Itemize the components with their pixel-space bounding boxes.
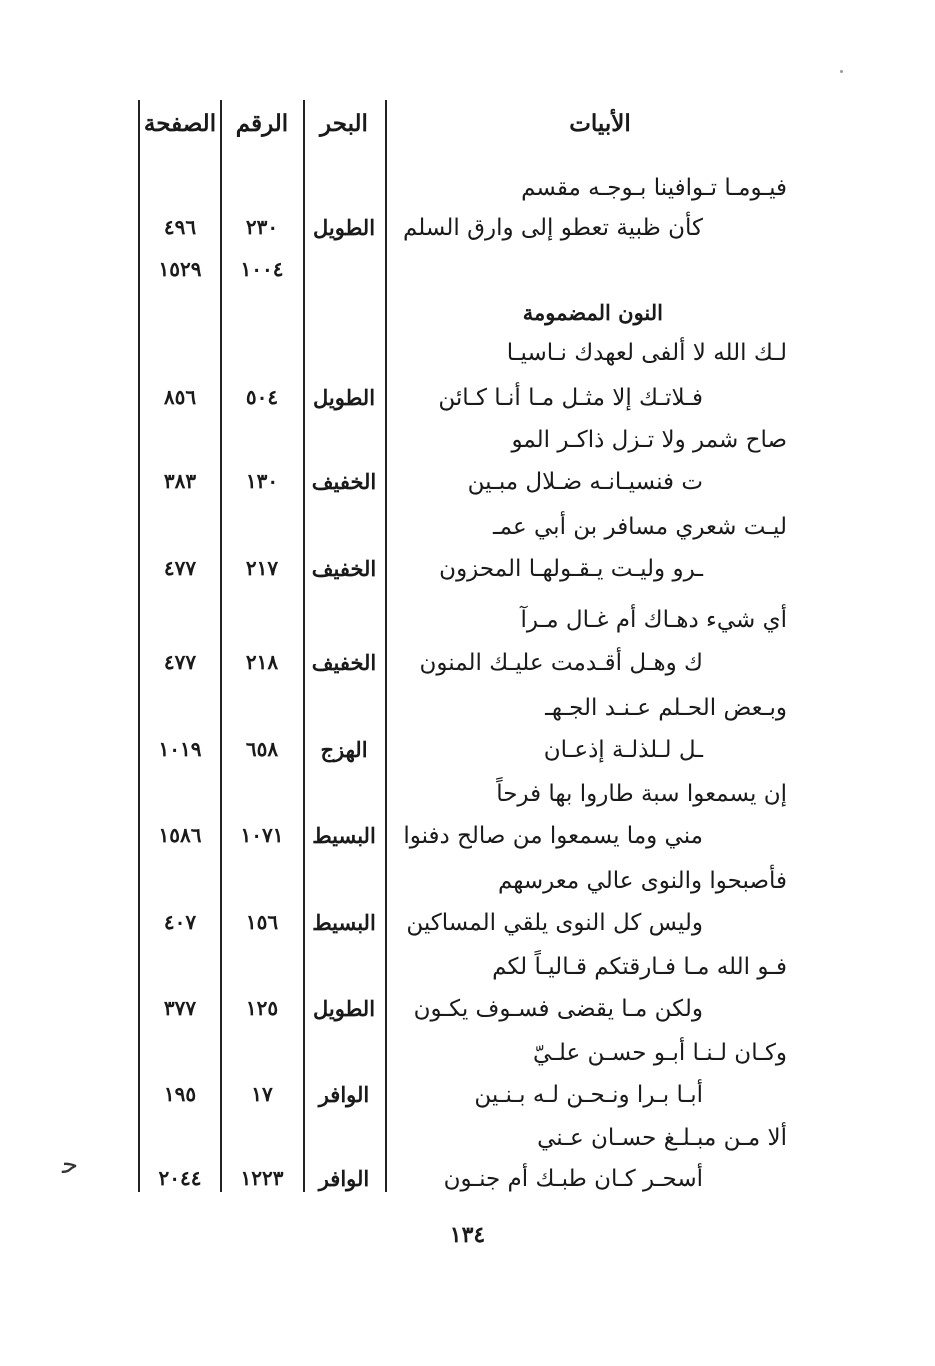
- table-row: [0, 607, 935, 651]
- page-cell: ٣٧٧: [163, 996, 197, 1020]
- table-row: [0, 737, 935, 781]
- verse-first-hemistich: فيـومـا تـوافينا بـوجـه مقسم: [521, 175, 787, 201]
- verse-second-hemistich: ـل لـلذلـة إذعـان: [543, 737, 703, 763]
- table-row: [0, 175, 935, 219]
- verse-first-hemistich: وبـعض الحـلم عـنـد الجـهـ: [545, 695, 787, 721]
- meter-cell: الطويل: [312, 215, 376, 240]
- page-cell: ١٥٨٦: [158, 823, 202, 847]
- header-number: الرقم: [235, 110, 289, 137]
- number-cell: ١٣٠: [245, 469, 279, 493]
- verse-second-hemistich: ـرو وليـت يـقـولهـا المحزون: [439, 556, 703, 582]
- verse-second-hemistich: وليس كل النوى يلقي المساكين: [406, 910, 703, 936]
- table-row: [0, 996, 935, 1040]
- table-row: [0, 954, 935, 998]
- table-row: [0, 781, 935, 825]
- verse-first-hemistich: صاح شمر ولا تـزل ذاكـر المو: [511, 427, 787, 453]
- meter-cell: الخفيف: [311, 556, 377, 581]
- verse-first-hemistich: ليـت شعري مسافر بن أبي عمـ: [492, 514, 787, 540]
- meter-cell: الوافر: [318, 1166, 370, 1191]
- table-row: [0, 427, 935, 471]
- number-cell: ١٠٧١: [240, 823, 284, 847]
- header-page: الصفحة: [143, 110, 217, 137]
- meter-cell: الوافر: [318, 1082, 370, 1107]
- number-cell: ١٢٥: [245, 996, 279, 1020]
- table-row: [0, 514, 935, 558]
- verse-first-hemistich: فـو الله مـا فـارقتكم قـاليـاً لكم: [492, 954, 787, 980]
- header-verses: الأبيات: [569, 110, 631, 137]
- number-cell: ١٢٢٣: [240, 1166, 284, 1190]
- number-cell: ٢٣٠: [245, 215, 279, 239]
- speck: [840, 70, 843, 73]
- number-cell: ٢١٧: [245, 556, 279, 580]
- table-row: [0, 1166, 935, 1210]
- page-cell: ١٥٢٩: [158, 257, 202, 281]
- table-row: [0, 340, 935, 384]
- page-cell: ١٠١٩: [158, 737, 202, 761]
- page-cell: ٤٧٧: [163, 650, 197, 674]
- table-row: [0, 1082, 935, 1126]
- verse-first-hemistich: ألا مـن مبـلـغ حسـان عـني: [537, 1125, 787, 1151]
- verse-first-hemistich: إن يسمعوا سبة طاروا بها فرحاً: [496, 781, 787, 807]
- page-cell: ٤٧٧: [163, 556, 197, 580]
- verse-first-hemistich: أي شيء دهـاك أم غـال مـرآ: [520, 607, 787, 633]
- verse-second-hemistich: أسحـر كـان طبـك أم جنـون: [443, 1166, 703, 1192]
- verse-second-hemistich: فـلاتـك إلا مثـل مـا أنـا كـائن: [438, 385, 703, 411]
- header-meter: البحر: [320, 110, 368, 137]
- meter-cell: الطويل: [312, 996, 376, 1021]
- table-row: [0, 469, 935, 513]
- table-row: [0, 257, 935, 301]
- meter-cell: الطويل: [312, 385, 376, 410]
- verse-first-hemistich: وكـان لـنـا أبـو حسـن علـيّ: [532, 1040, 787, 1066]
- table-row: [0, 823, 935, 867]
- table-row: [0, 556, 935, 600]
- table-row: [0, 215, 935, 259]
- table-row: [0, 385, 935, 429]
- verse-second-hemistich: ولكن مـا يقضى فسـوف يكـون: [413, 996, 703, 1022]
- verse-second-hemistich: كأن ظبية تعطو إلى وارق السلم: [402, 215, 703, 241]
- verse-first-hemistich: لـك الله لا ألفى لعهدك نـاسيـا: [506, 340, 787, 366]
- table-row: [0, 695, 935, 739]
- page-cell: ٨٥٦: [163, 385, 197, 409]
- meter-cell: البسيط: [312, 910, 376, 935]
- table-row: [0, 650, 935, 694]
- page-cell: ١٩٥: [163, 1082, 197, 1106]
- page-cell: ٤٠٧: [163, 910, 197, 934]
- table-row: [0, 868, 935, 912]
- number-cell: ٥٠٤: [245, 385, 279, 409]
- page-cell: ٤٩٦: [163, 215, 197, 239]
- page-number: ١٣٤: [449, 1222, 486, 1248]
- meter-cell: البسيط: [312, 823, 376, 848]
- verse-second-hemistich: ت فنسيـانـه ضـلال مبـين: [467, 469, 703, 495]
- number-cell: ٢١٨: [245, 650, 279, 674]
- number-cell: ١٧: [251, 1082, 273, 1106]
- verse-second-hemistich: ك وهـل أقـدمت عليـك المنون: [419, 650, 703, 676]
- number-cell: ٦٥٨: [245, 737, 279, 761]
- table-row: [0, 1125, 935, 1169]
- table-row: [0, 910, 935, 954]
- page-cell: ٣٨٣: [163, 469, 197, 493]
- table-row: [0, 1040, 935, 1084]
- number-cell: ١٥٦: [245, 910, 279, 934]
- verse-first-hemistich: فأصبحوا والنوى عالي معرسهم: [497, 868, 787, 894]
- meter-cell: الخفيف: [311, 469, 377, 494]
- meter-cell: الهزج: [320, 737, 368, 762]
- page-cell: ٢٠٤٤: [158, 1166, 202, 1190]
- number-cell: ١٠٠٤: [240, 257, 284, 281]
- verse-second-hemistich: أبـا بـرا ونـحـن لـه بـنـين: [474, 1082, 703, 1108]
- meter-cell: الخفيف: [311, 650, 377, 675]
- margin-handwritten-mark: ﺣ: [62, 1150, 79, 1180]
- verse-second-hemistich: مني وما يسمعوا من صالح دفنوا: [403, 823, 703, 849]
- section-title: النون المضمومة: [522, 300, 663, 325]
